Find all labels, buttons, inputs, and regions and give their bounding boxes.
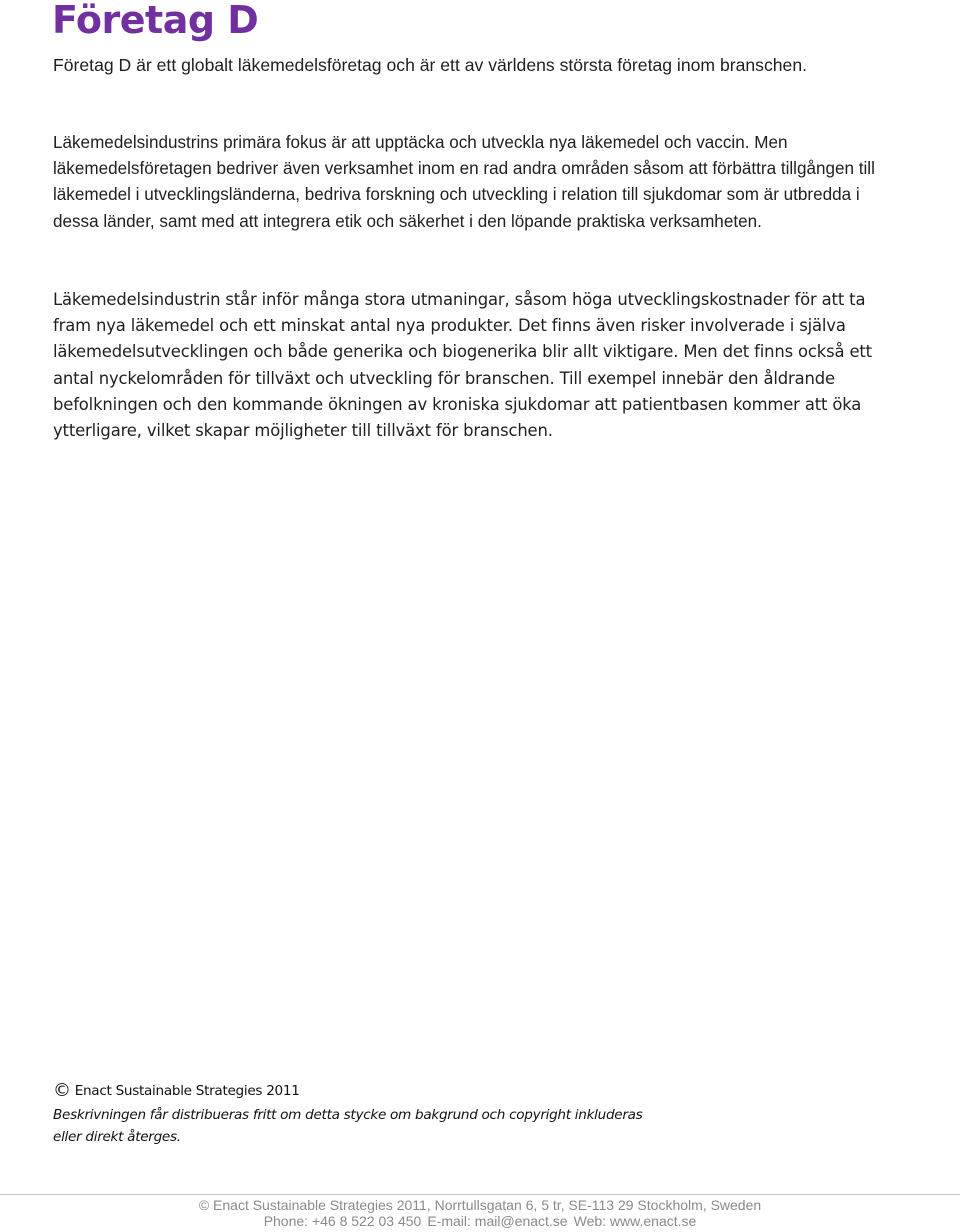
footer-divider bbox=[0, 1194, 960, 1195]
copyright-note: Beskrivningen får distribueras fritt om detta stycke om bakgrund och copyright inkluderas eller direkt återges. bbox=[53, 1107, 643, 1145]
copyright-holder: Enact Sustainable Strategies 2011 bbox=[74, 1083, 300, 1099]
page-footer bbox=[0, 1197, 960, 1229]
footer-email: E-mail: mail@enact.se bbox=[427, 1213, 568, 1229]
intro-paragraph: Företag D är ett globalt läkemedelsföretag och är ett av världens största företag inom branschen. bbox=[53, 55, 807, 75]
page-title: Företag D bbox=[52, 0, 259, 42]
footer-address-line: © Enact Sustainable Strategies 2011, Norrtullsgatan 6, 5 tr, SE-113 29 Stockholm, Sweden bbox=[198, 1197, 762, 1213]
footer-web: Web: www.enact.se bbox=[573, 1213, 697, 1229]
focus-paragraph: Läkemedelsindustrins primära fokus är att upptäcka och utveckla nya läkemedel och vaccin. Men läkemedelsföretagen bedriver även verksamhet inom en rad andra områden såsom att förbättra tillgången till läkemedel i utvecklingsländerna, bedriva forskning och utveckling i relation till sjukdomar som är utbredda i dessa länder, samt med att integrera etik och säkerhet i den löpande praktiska verksamheten. bbox=[53, 133, 875, 231]
copyright-title bbox=[53, 1078, 673, 1104]
copyright-symbol: © bbox=[53, 1080, 71, 1101]
challenges-paragraph: Läkemedelsindustrin står inför många stora utmaningar, såsom höga utvecklingskostnader för att ta fram nya läkemedel och ett minskat antal nya produkter. Det finns även risker involverade i själva läkemedelsutvecklingen och både generika och biogenerika blir allt viktigare. Men det finns också ett antal nyckelområden för tillväxt och utveckling för branschen. Till exempel innebär den åldrande befolkningen och den kommande ökningen av kroniska sjukdomar att patientbasen kommer att öka ytterligare, vilket skapar möjligheter till tillväxt för branschen. bbox=[53, 290, 872, 441]
footer-contact-line bbox=[0, 1213, 960, 1229]
copyright-block bbox=[53, 1078, 673, 1148]
footer-phone: Phone: +46 8 522 03 450 bbox=[263, 1213, 422, 1229]
